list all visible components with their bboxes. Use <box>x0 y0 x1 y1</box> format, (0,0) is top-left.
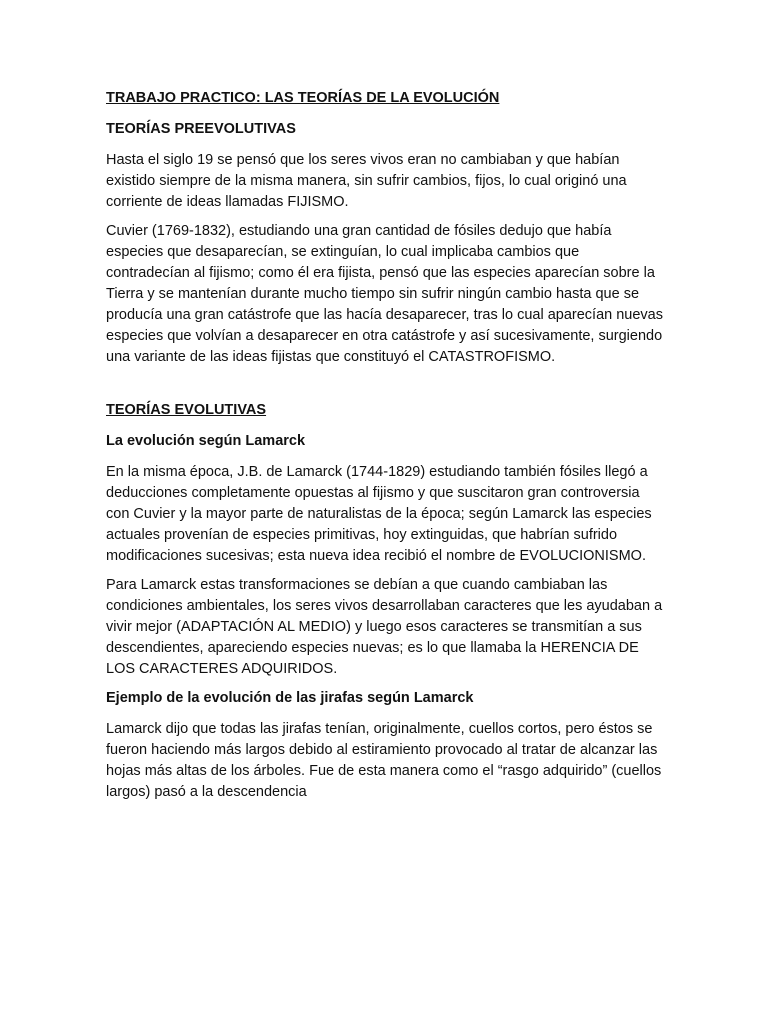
paragraph-fijismo: Hasta el siglo 19 se pensó que los seres vivos eran no cambiaban y que habían existido siempre de la misma manera, sin sufrir cambios, fijos, lo cual originó una corriente de ideas llamadas FIJISMO. <box>106 152 627 210</box>
document-title: TRABAJO PRACTICO: LAS TEORÍAS DE LA EVOLUCIÓN <box>106 90 500 106</box>
subheading-lamarck: La evolución según Lamarck <box>106 433 306 449</box>
section-heading-preevolutivas: TEORÍAS PREEVOLUTIVAS <box>106 121 296 137</box>
paragraph-evolucionismo: En la misma época, J.B. de Lamarck (1744-1829) estudiando también fósiles llegó a deducciones completamente opuestas al fijismo y que suscitaron gran controversia con Cuvier y la mayor parte de naturalistas de la época; según Lamarck las especies actuales provenían de especies primitivas, hoy extinguidas, que habrían sufrido modificaciones sucesivas; esta nueva idea recibió el nombre de EVOLUCIONISMO. <box>106 464 652 564</box>
subheading-jirafas: Ejemplo de la evolución de las jirafas según Lamarck <box>106 690 474 706</box>
paragraph-herencia: Para Lamarck estas transformaciones se debían a que cuando cambiaban las condiciones ambientales, los seres vivos desarrollaban caracteres que les ayudaban a vivir mejor (ADAPTACIÓN AL MEDIO) y luego esos caracteres se transmitían a sus descendientes, apareciendo especies nuevas; es lo que llamaba la HERENCIA DE LOS CARACTERES ADQUIRIDOS. <box>106 577 663 677</box>
paragraph-jirafas: Lamarck dijo que todas las jirafas tenían, originalmente, cuellos cortos, pero éstos se fueron haciendo más largos debido al estiramiento provocado al tratar de alcanzar las hojas más altas de los árboles. Fue de esta manera como el “rasgo adquirido” (cuellos largos) pasó a la descendencia <box>106 721 662 800</box>
paragraph-cuvier: Cuvier (1769-1832), estudiando una gran cantidad de fósiles dedujo que había especies que desaparecían, se extinguían, lo cual implicaba cambios que contradecían al fijismo; como él era fijista, pensó que las especies aparecían sobre la Tierra y se mantenían durante mucho tiempo sin sufrir ningún cambio hasta que se producía una gran catástrofe que las hacía desaparecer, tras lo cual aparecían nuevas especies que volvían a desaparecer en otra catástrofe y así sucesivamente, surgiendo una variante de las ideas fijistas que constituyó el CATASTROFISMO. <box>106 223 663 365</box>
section-heading-evolutivas: TEORÍAS EVOLUTIVAS <box>106 402 267 418</box>
document-body <box>106 88 666 803</box>
